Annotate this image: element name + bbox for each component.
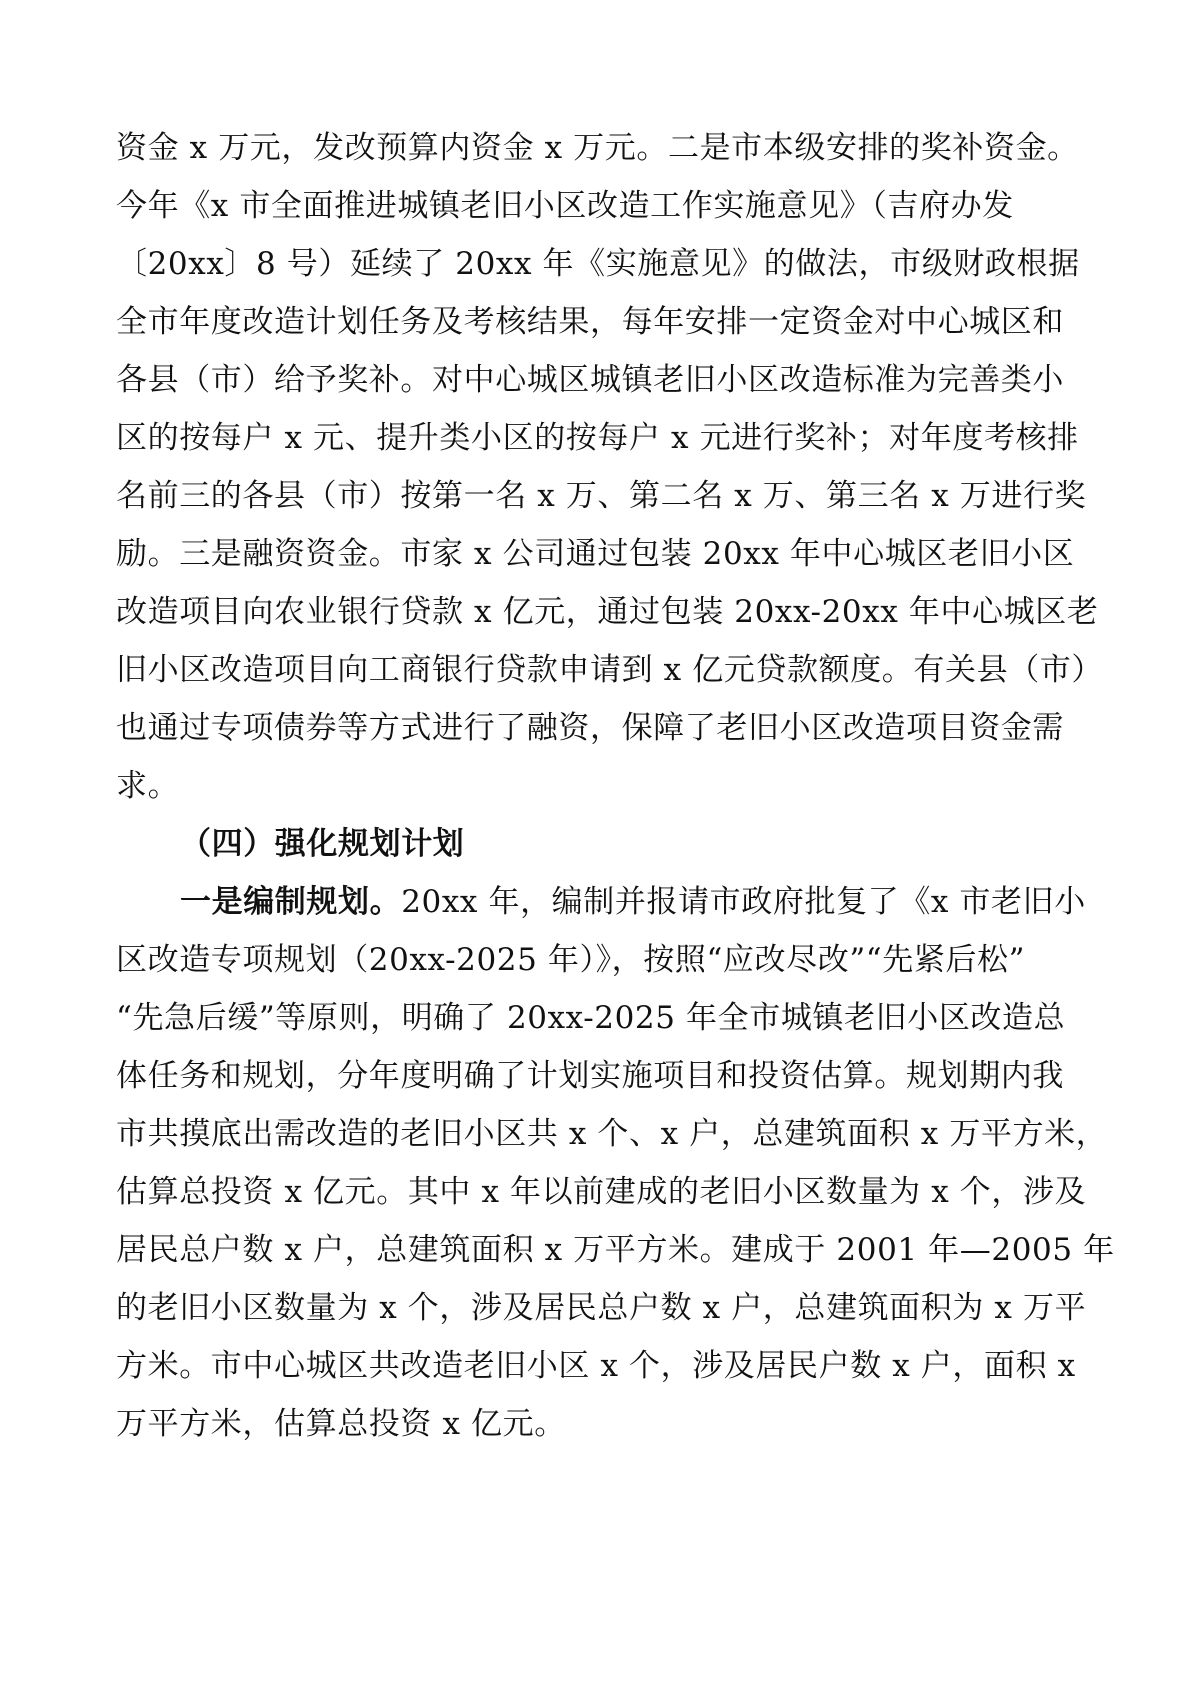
text-line-12: 求。 [116,768,180,804]
section-line-8: 方米。市中心城区共改造老旧小区 x 个，涉及居民户数 x 户，面积 x [116,1348,1076,1384]
section-line-9: 万平方米，估算总投资 x 亿元。 [116,1406,566,1442]
section-first-line-rest: 20xx 年，编制并报请市政府批复了《x 市老旧小 [401,884,1086,920]
section-line-7: 的老旧小区数量为 x 个，涉及居民总户数 x 户，总建筑面积为 x 万平 [116,1290,1087,1326]
text-line-4: 全市年度改造计划任务及考核结果，每年安排一定资金对中心城区和 [116,304,1064,340]
text-line-6: 区的按每户 x 元、提升类小区的按每户 x 元进行奖补；对年度考核排 [116,420,1079,456]
text-line-1: 资金 x 万元，发改预算内资金 x 万元。二是市本级安排的奖补资金。 [116,130,1079,166]
section-line-3: 体任务和规划，分年度明确了计划实施项目和投资估算。规划期内我 [116,1058,1064,1094]
section-line-2: “先急后缓”等原则，明确了 20xx-2025 年全市城镇老旧小区改造总 [116,1000,1066,1036]
section-heading: （四）强化规划计划 [180,826,465,862]
section-line-5: 估算总投资 x 亿元。其中 x 年以前建成的老旧小区数量为 x 个，涉及 [116,1174,1087,1210]
text-line-11: 也通过专项债券等方式进行了融资，保障了老旧小区改造项目资金需 [116,710,1064,746]
text-line-3: 〔20xx〕8 号）延续了 20xx 年《实施意见》的做法，市级财政根据 [116,246,1080,282]
section-first-line [180,882,1086,922]
text-line-9: 改造项目向农业银行贷款 x 亿元，通过包装 20xx-20xx 年中心城区老 [116,594,1099,630]
text-line-7: 名前三的各县（市）按第一名 x 万、第二名 x 万、第三名 x 万进行奖 [116,478,1087,514]
section-line-4: 市共摸底出需改造的老旧小区共 x 个、x 户，总建筑面积 x 万平方米， [116,1116,1108,1152]
text-line-10: 旧小区改造项目向工商银行贷款申请到 x 亿元贷款额度。有关县（市） [116,652,1103,688]
section-lead: 一是编制规划。 [180,884,402,920]
text-line-5: 各县（市）给予奖补。对中心城区城镇老旧小区改造标准为完善类小 [116,362,1064,398]
section-line-1: 区改造专项规划（20xx-2025 年）》，按照“应改尽改”“先紧后松” [116,942,1026,978]
text-line-2: 今年《x 市全面推进城镇老旧小区改造工作实施意见》（吉府办发 [116,188,1014,224]
text-line-8: 励。三是融资资金。市家 x 公司通过包装 20xx 年中心城区老旧小区 [116,536,1075,572]
section-line-6: 居民总户数 x 户，总建筑面积 x 万平方米。建成于 2001 年—2005 年 [116,1232,1115,1268]
